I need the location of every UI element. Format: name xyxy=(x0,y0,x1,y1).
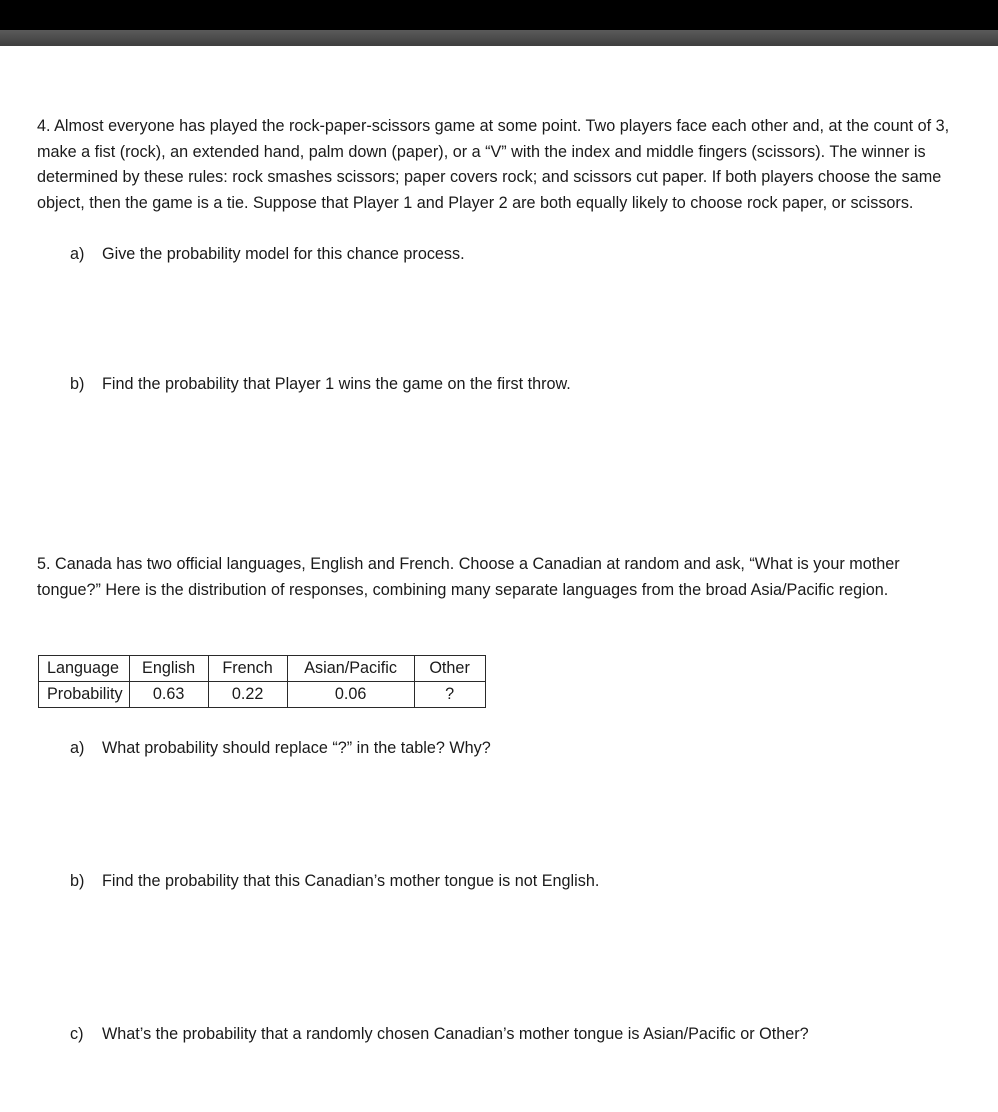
question-5c xyxy=(70,1022,809,1046)
question-4a xyxy=(70,242,465,266)
question-4a-label: a) xyxy=(70,245,85,263)
question-5a xyxy=(70,736,491,760)
table-cell: Asian/Pacific xyxy=(287,656,414,682)
question-4b-text: Find the probability that Player 1 wins the game on the first throw. xyxy=(102,375,571,393)
table-cell: Other xyxy=(414,656,485,682)
question-5a-label: a) xyxy=(70,739,85,757)
question-4a-text: Give the probability model for this chance process. xyxy=(102,245,465,263)
question-5b-text: Find the probability that this Canadian’s mother tongue is not English. xyxy=(102,872,600,890)
question-5-text: 5. Canada has two official languages, English and French. Choose a Canadian at random and ask, “What is your mother tongue?” Here is the distribution of responses, combining many separate languages from the broad Asia/Pacific region. xyxy=(37,555,900,599)
table-cell: 0.22 xyxy=(208,682,287,708)
table-cell: Probability xyxy=(39,682,130,708)
table-cell: English xyxy=(129,656,208,682)
question-5a-text: What probability should replace “?” in the table? Why? xyxy=(102,739,491,757)
question-5c-text: What’s the probability that a randomly chosen Canadian’s mother tongue is Asian/Pacific or Other? xyxy=(102,1025,809,1043)
question-4b xyxy=(70,372,571,396)
language-distribution-table xyxy=(38,655,486,708)
worksheet-page xyxy=(0,46,998,1112)
table-cell: ? xyxy=(414,682,485,708)
table-cell: French xyxy=(208,656,287,682)
table-cell: 0.06 xyxy=(287,682,414,708)
table-cell: Language xyxy=(39,656,130,682)
question-5b-label: b) xyxy=(70,872,85,890)
question-4-text: 4. Almost everyone has played the rock-paper-scissors game at some point. Two players face each other and, at the count of 3, make a fist (rock), an extended hand, palm down (paper), or a “V” with the index and middle fingers (scissors). The winner is determined by these rules: rock smashes scissors; paper covers rock; and scissors cut paper. If both players choose the same object, then the game is a tie. Suppose that Player 1 and Player 2 are both equally likely to choose rock paper, or scissors. xyxy=(37,117,950,212)
table-header-row xyxy=(39,656,486,682)
top-gray-strip xyxy=(0,30,998,46)
table-row xyxy=(39,682,486,708)
table-cell: 0.63 xyxy=(129,682,208,708)
top-black-bar xyxy=(0,0,998,30)
question-4b-label: b) xyxy=(70,375,85,393)
question-5b xyxy=(70,869,599,893)
question-5c-label: c) xyxy=(70,1025,84,1043)
